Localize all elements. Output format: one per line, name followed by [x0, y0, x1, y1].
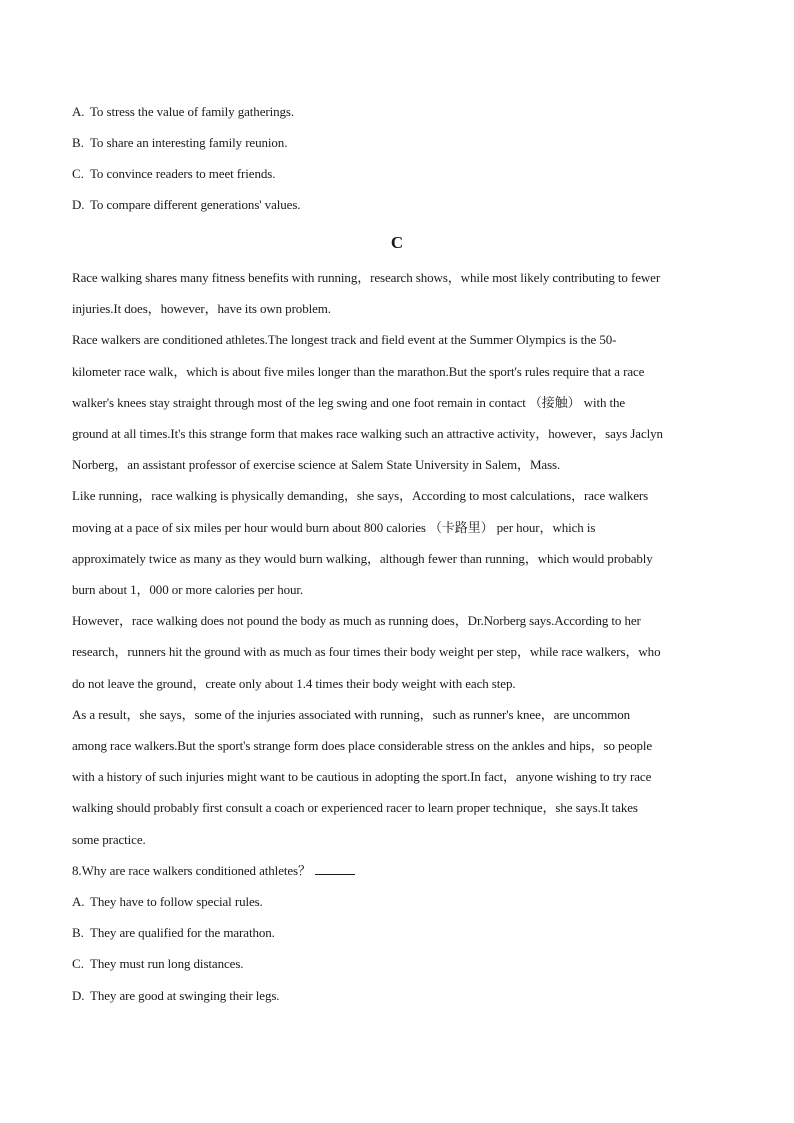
option-letter: D. — [72, 197, 85, 212]
option-text: They must run long distances. — [90, 956, 244, 971]
option-text: They are qualified for the marathon. — [90, 925, 275, 940]
section-heading: C — [390, 233, 404, 252]
question-option-d[interactable] — [72, 988, 279, 1004]
passage-line: However，race walking does not pound the body as much as running does，Dr.Norberg says.According to her — [72, 613, 641, 628]
question-option-b[interactable] — [72, 925, 275, 941]
passage-line: Norberg，an assistant professor of exercise science at Salem State University in Salem，Mass. — [72, 457, 561, 472]
passage-line: with a history of such injuries might want to be cautious in adopting the sport.In fact，anyone wishing to try race — [72, 769, 652, 784]
option-letter: C. — [72, 166, 84, 181]
option-letter: B. — [72, 925, 84, 940]
question-8 — [72, 863, 355, 879]
option-text: To stress the value of family gatherings. — [90, 104, 295, 119]
question-option-c[interactable] — [72, 956, 243, 972]
question-option-a[interactable] — [72, 894, 263, 910]
question-text: Why are race walkers conditioned athletes？ — [81, 863, 311, 878]
prev-option-c — [72, 166, 275, 182]
passage-line: walker's knees stay straight through most of the leg swing and one foot remain in contact （接触） with the — [72, 395, 626, 410]
passage-line: Race walking shares many fitness benefits with running，research shows，while most likely contributing to fewer — [72, 270, 661, 285]
passage-line: injuries.It does，however，have its own problem. — [72, 301, 331, 316]
passage-line: ground at all times.It's this strange form that makes race walking such an attractive activity，however，says Jaclyn — [72, 426, 663, 441]
passage-line: walking should probably first consult a coach or experienced racer to learn proper technique，she says.It takes — [72, 800, 638, 815]
passage-line: Race walkers are conditioned athletes.The longest track and field event at the Summer Olympics is the 50- — [72, 332, 617, 347]
option-letter: A. — [72, 894, 85, 909]
question-number: 8. — [72, 863, 82, 878]
passage-line: Like running，race walking is physically demanding，she says，According to most calculations，race walkers — [72, 488, 649, 503]
passage-line: among race walkers.But the sport's strange form does place considerable stress on the ankles and hips，so people — [72, 738, 653, 753]
option-letter: D. — [72, 988, 85, 1003]
passage-line: kilometer race walk，which is about five miles longer than the marathon.But the sport's rules require that a race — [72, 364, 645, 379]
option-text: They have to follow special rules. — [90, 894, 263, 909]
prev-option-d — [72, 197, 300, 213]
option-letter: A. — [72, 104, 85, 119]
passage-line: do not leave the ground，create only about 1.4 times their body weight with each step. — [72, 676, 516, 691]
passage-line: burn about 1，000 or more calories per hour. — [72, 582, 304, 597]
answer-blank[interactable] — [315, 863, 355, 875]
option-text: They are good at swinging their legs. — [90, 988, 280, 1003]
option-text: To compare different generations' values. — [90, 197, 301, 212]
passage-line: some practice. — [72, 832, 146, 847]
option-letter: B. — [72, 135, 84, 150]
option-text: To share an interesting family reunion. — [90, 135, 288, 150]
option-text: To convince readers to meet friends. — [90, 166, 276, 181]
prev-option-b — [72, 135, 287, 151]
passage-line: moving at a pace of six miles per hour would burn about 800 calories （卡路里） per hour，which is — [72, 520, 596, 535]
passage-line: approximately twice as many as they would burn walking，although fewer than running，which would probably — [72, 551, 653, 566]
passage-line: research，runners hit the ground with as much as four times their body weight per step，while race walkers，who — [72, 644, 661, 659]
passage-line: As a result，she says，some of the injuries associated with running，such as runner's knee，are uncommon — [72, 707, 631, 722]
option-letter: C. — [72, 956, 84, 971]
prev-option-a — [72, 104, 294, 120]
